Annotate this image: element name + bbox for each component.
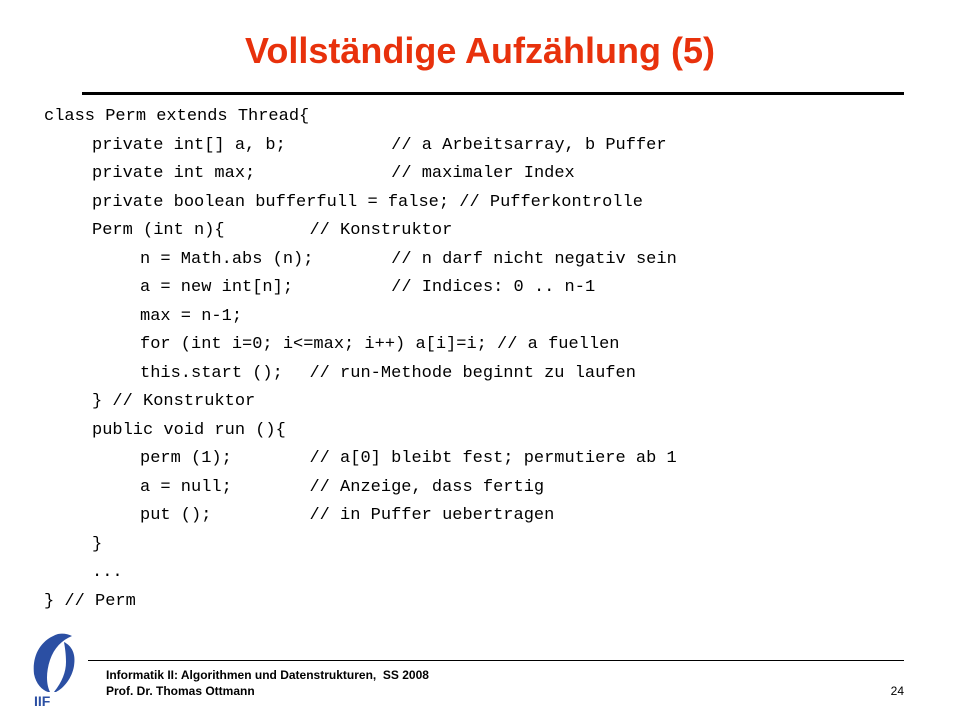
code-comment: // Indices: 0 .. n-1 — [391, 278, 596, 297]
code-text: } — [92, 534, 103, 554]
code-text: perm (1); — [140, 449, 232, 468]
code-comment: // a[0] bleibt fest; permutiere ab 1 — [309, 449, 677, 468]
code-comment: // maximaler Index — [391, 164, 575, 183]
title-divider — [82, 92, 904, 95]
code-text: public void run (){ — [92, 420, 286, 440]
code-text: private boolean bufferfull = false; // Pufferkontrolle — [92, 192, 643, 212]
footer-divider — [88, 660, 904, 661]
code-text: ... — [92, 563, 123, 582]
code-text: private int max; — [92, 164, 256, 183]
code-text: Perm (int n){ — [92, 221, 225, 240]
page-number: 24 — [890, 684, 904, 698]
code-text: } // Perm — [44, 591, 136, 611]
code-comment: // n darf nicht negativ sein — [391, 249, 677, 269]
code-comment: // in Puffer uebertragen — [309, 506, 555, 525]
code-text: a = null; — [140, 477, 232, 497]
logo-text: IIF — [34, 693, 51, 708]
code-comment: // run-Methode beginnt zu laufen — [309, 363, 636, 383]
footer-author: Prof. Dr. Thomas Ottmann — [106, 684, 255, 698]
code-text: this.start (); — [140, 363, 283, 383]
code-text: class Perm extends Thread{ — [44, 107, 310, 126]
code-text: } // Konstruktor — [92, 392, 256, 411]
code-comment: // Anzeige, dass fertig — [309, 477, 545, 497]
code-comment: // a Arbeitsarray, b Puffer — [391, 135, 667, 155]
code-text: private int[] a, b; — [92, 135, 286, 155]
code-text: for (int i=0; i<=max; i++) a[i]=i; // a fuellen — [140, 335, 620, 354]
code-text: n = Math.abs (n); — [140, 249, 314, 269]
iif-logo-icon — [28, 632, 82, 708]
slide-title: Vollständige Aufzählung (5) — [245, 30, 715, 71]
code-text: a = new int[n]; — [140, 278, 294, 297]
footer-course: Informatik II: Algorithmen und Datenstrukturen, SS 2008 — [106, 668, 429, 682]
code-text: put (); — [140, 506, 212, 525]
code-comment: // Konstruktor — [309, 221, 453, 240]
code-text: max = n-1; — [140, 306, 243, 326]
